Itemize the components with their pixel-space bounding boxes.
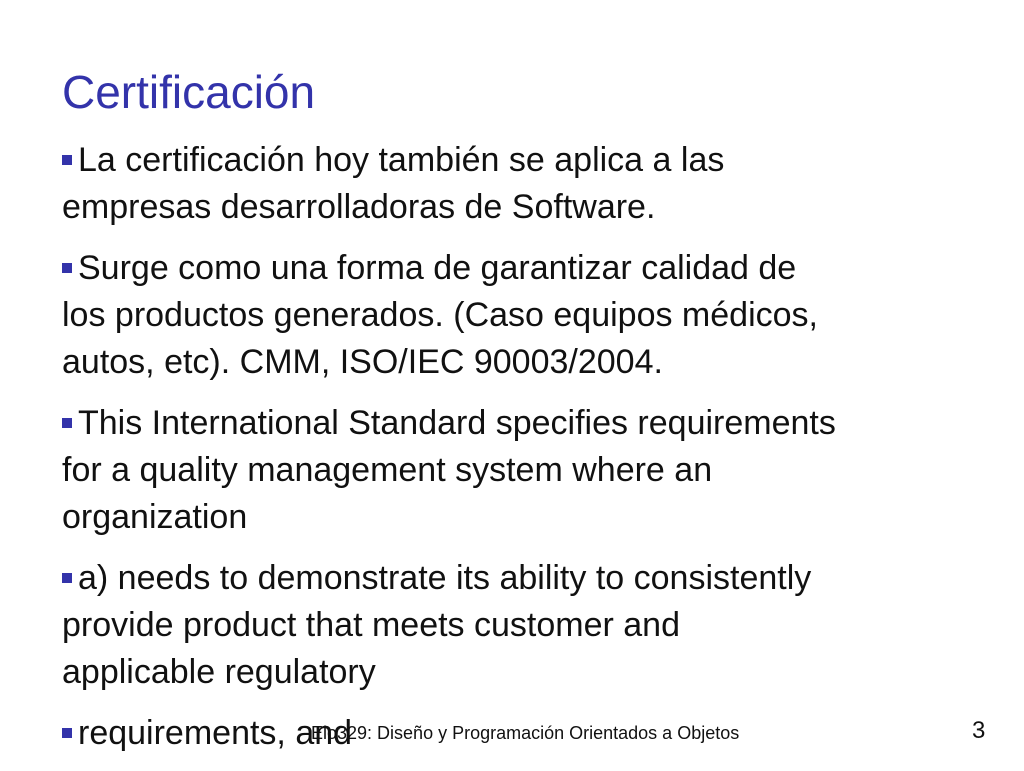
bullet-item-2: Surge como una forma de garantizar calidad de los productos generados. (Caso equipos médicos, autos, etc). CMM, ISO/IEC 90003/2004. xyxy=(62,245,982,386)
bullet-item-5: requirements, and xyxy=(62,710,982,757)
bullet-item-4: a) needs to demonstrate its ability to consistently provide product that meets customer and applicable regulatory xyxy=(62,555,982,696)
bullet-item-1: La certificación hoy también se aplica a las empresas desarrolladoras de Software. xyxy=(62,137,982,231)
bullet-list xyxy=(62,137,982,771)
footer-course-title: Elo329: Diseño y Programación Orientados a Objetos xyxy=(311,723,740,743)
slide-title: Certificación xyxy=(62,66,316,118)
bullet-item-3: This International Standard specifies requirements for a quality management system where an organization xyxy=(62,400,982,541)
page-number: 3 xyxy=(972,717,986,744)
